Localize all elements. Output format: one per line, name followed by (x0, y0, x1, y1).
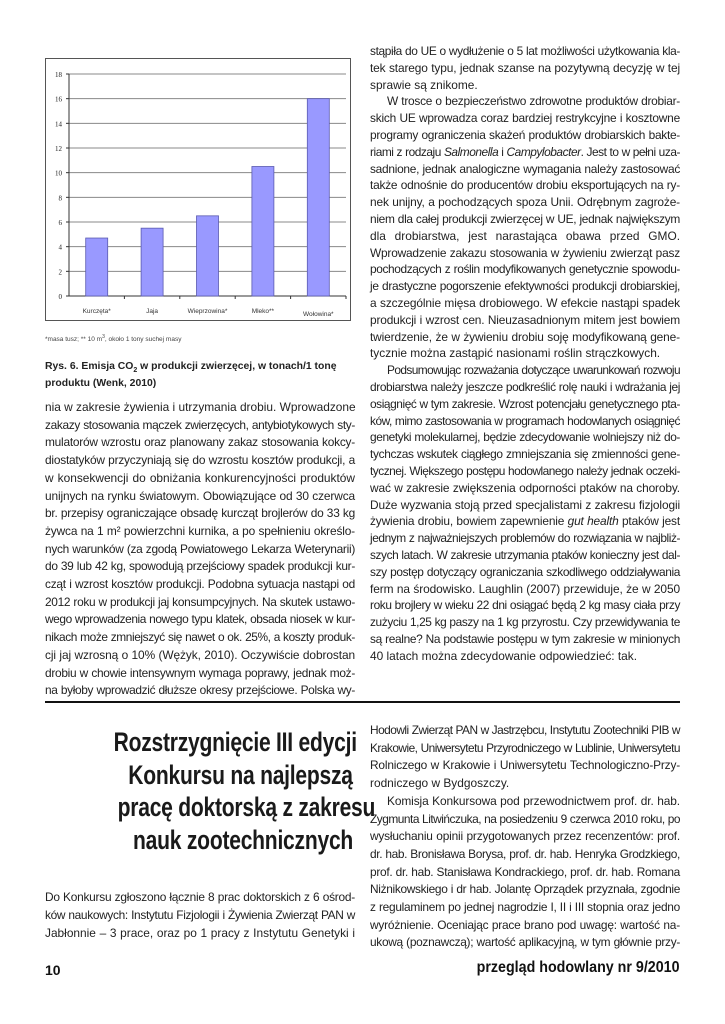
caption-text: Rys. 6. Emisja CO (45, 361, 134, 372)
text-line: cji jaj wzrosną o 10% (Wężyk, 2010). Oczywiście dobrostan (45, 647, 355, 662)
text-line: z regulaminem po jednej nagrodzie I, II i III stopnia oraz jedno (370, 900, 680, 915)
text-line: mulatorów wzrostu oraz planowany zakaz stosowania kokcy- (45, 435, 355, 450)
text-line: Wprowadzenie zakazu stosowania w żywieniu zwierząt pasz (370, 245, 680, 260)
text-line: Krakowie, Uniwersytetu Przyrodniczego w Lublinie, Uniwersytetu (370, 740, 680, 755)
x-tick-label: Wołowina* (303, 311, 334, 318)
text-line: także odnośnie do producentów drobiu eksportujących na ry- (370, 178, 680, 193)
x-tick-label: Jaja (146, 308, 159, 315)
y-tick-label: 16 (55, 95, 62, 104)
text-line: nia w zakresie żywienia i utrzymania drobiu. Wprowadzone (45, 400, 356, 414)
text-line: Podsumowując rozważania dotyczące uwarunkowań rozwoju (387, 363, 680, 378)
y-tick-label: 0 (58, 293, 62, 301)
text-line: stąpiła do UE o wydłużenie o 5 lat możliwości użytkowania kla- (370, 44, 680, 58)
text-line: produkcji i wzrost cen. Nieuzasadnionym mitem jest bowiem (370, 312, 680, 327)
y-tick-label: 6 (58, 219, 62, 227)
title-line: nauk zootechnicznych (132, 824, 353, 855)
text-line: nych warunków (za zgodą Powiatowego Lekarza Weterynarii) (45, 541, 355, 556)
bar (141, 228, 163, 296)
chart-footnote (45, 334, 181, 343)
bar-chart (45, 58, 351, 321)
footnote-text: *masa tusz; ** 10 m (45, 336, 103, 344)
text-line: riami z rodzaju Salmonella i Campylobacter. Jest to w pełni uza- (370, 144, 680, 159)
y-tick-label: 12 (55, 145, 62, 153)
right-column-text (370, 43, 680, 664)
text-line: Rolniczego w Krakowie i Uniwersytetu Technologiczno-Przy- (370, 758, 680, 773)
text-line: Komisja Konkursowa pod przewodnictwem prof. dr. hab. (387, 793, 680, 808)
bar (307, 99, 329, 296)
text-line: 40 latach można zdecydowanie odpowiedzieć: tak. (370, 648, 638, 663)
journal-title (459, 959, 680, 977)
bar (252, 167, 274, 297)
x-tick-label: Wieprzowina* (187, 308, 228, 315)
text-line: Jabłonnie – 3 prace, oraz po 1 pracy z Instytutu Genetyki i (45, 926, 355, 940)
text-line: Zygmunta Litwińczuka, na posiedzeniu 9 czerwca 2010 roku, po (370, 811, 680, 826)
text-line: genetyki molekularnej, będzie zdecydowanie wolniejszy niż do- (370, 430, 680, 445)
text-line: je drastyczne pogorszenie efektywności produkcji drobiarskiej, (370, 279, 680, 294)
text-line: Do Konkursu zgłoszono łącznie 8 prac doktorskich z 6 ośrod- (45, 890, 355, 904)
text-line: dr. hab. Bronisława Borysa, prof. dr. hab. Henryka Grodzkiego, (370, 846, 680, 861)
text-line: jednym z najważniejszych problemów do rozwiązania w najbliż- (370, 531, 680, 546)
y-tick-label: 8 (58, 194, 62, 203)
text-line: żywca na 1 m² powierzchni kurnika, a po spełnieniu określo- (45, 523, 355, 538)
text-line: tychczas wskutek ciągłego zmniejszania się zmienności gene- (370, 447, 680, 462)
caption-sub: 2 (133, 367, 138, 375)
title-line: Konkursu na najlepszą (128, 759, 353, 790)
caption-text-end: w produkcji zwierzęcej, w tonach/1 tonę produktu (Wenk, 2010) (45, 361, 337, 390)
text-line: wyróżnienie. Oceniając prace brano pod uwagę: wartość na- (370, 917, 680, 932)
text-line: prof. dr. hab. Stanisława Kondrackiego, prof. dr. hab. Romana (370, 864, 680, 879)
text-line: zużyciu 1,25 kg paszy na 1 kg przyrostu. Czy przewidywania te (370, 615, 680, 630)
text-line: żywienia drobiu, bowiem zapewnienie gut health ptaków jest (370, 514, 680, 529)
text-line: ukową (poznawczą); wartość aplikacyjną, w tym głównie przy- (370, 935, 680, 950)
text-line: sprawie są znikome. (370, 77, 478, 92)
x-tick-label: Kurczęta* (82, 308, 111, 315)
text-line: sadnione, jednak analogiczne wymagania należy zastosować (370, 161, 680, 176)
text-line: Hodowli Zwierząt PAN w Jastrzębcu, Instytutu Zootechniki PIB w (370, 723, 680, 737)
text-line: w konsekwencji do obniżania konkurencyjności produktów (45, 470, 355, 485)
article-right-text (370, 722, 680, 952)
text-line: pochodzących z roślin modyfikowanych genetycznie spowodu- (370, 262, 680, 277)
chart-svg (46, 59, 349, 319)
journal-title-text: przegląd hodowlany nr 9/2010 (477, 959, 680, 976)
bar (86, 238, 108, 296)
text-line: roku brojlery w wieku 22 dni osiągać będą 2 kg masy ciała przy (370, 598, 680, 613)
text-line: nikach może zmniejszyć się nawet o ok. 25%, a koszty produk- (45, 630, 355, 645)
title-line: pracę doktorską z zakresu (117, 792, 376, 822)
y-tick-label: 10 (55, 169, 62, 178)
text-line: tycznie można zastąpić nasionami roślin strączkowych. (370, 346, 661, 361)
text-line: wać w zakresie zwiększenia odporności ptaków na choroby. (370, 480, 680, 495)
text-line: skich UE wprowadza coraz bardziej restrykcyjne i kosztowne (370, 111, 680, 126)
text-line: a szczególnie mięsa drobiowego. W efekcie nastąpi spadek (370, 295, 680, 310)
x-tick-label: Mleko** (251, 308, 275, 315)
text-line: 2012 roku w produkcji jaj konsumpcyjnych. Na skutek ustawo- (45, 594, 355, 609)
text-line: cząt i wzrost kosztów produkcji. Podobna sytuacja nastąpi od (45, 577, 355, 592)
text-line: drobiarstwa należy jeszcze podkreślić rolę nauki i wdrażania jej (370, 379, 680, 394)
text-line: rodniczego w Bydgoszczy. (370, 776, 510, 791)
footnote-sup: 3 (102, 334, 105, 340)
italic-term: gut health (567, 514, 619, 529)
text-line: Duże wyzwania stoją przed specjalistami z zakresu fizjologii (370, 497, 680, 512)
text-line: do 39 lub 42 kg, spowodują przejściowy spadek produkcji kur- (45, 559, 355, 574)
text-line: tycznej. Większego postępu hodowlanego należy jednak oczeki- (370, 463, 680, 478)
text-line: zakazy stosowania mączek zwierzęcych, antybiotykowych sty- (45, 417, 355, 432)
figure-caption (45, 360, 357, 390)
text-line: unijnych na rynku światowym. Obowiązujące od 30 czerwca (45, 488, 355, 503)
y-tick-label: 4 (58, 243, 62, 252)
title-line: Rozstrzygnięcie III edycji (113, 727, 357, 757)
y-tick-label: 14 (55, 120, 62, 129)
text-line: tek starego typu, jednak szanse na pozytywną decyzję w tej (370, 60, 680, 75)
text-line: na byłoby wprowadzić dłuższe okresy przejściowe. Polska wy- (45, 683, 355, 698)
left-column-text (45, 399, 355, 700)
text-line: wysłuchaniu opinii przygotowanych przez recenzentów: prof. (370, 829, 680, 844)
text-line: nek unijny, a pochodzących spoza Unii. Odrębnym zagroże- (370, 195, 680, 210)
text-line: Niżnikowskiego i dr hab. Jolantę Oprządek przyznała, zgodnie (370, 882, 680, 897)
section-divider (45, 701, 680, 703)
text-line: ków naukowych: Instytutu Fizjologii i Żywienia Zwierząt PAN w (45, 908, 355, 922)
y-tick-label: 18 (55, 71, 62, 79)
article-title (45, 726, 376, 856)
text-line: diostatyków przyczyniają się do wzrostu kosztów produkcji, a (45, 453, 355, 468)
text-line: dla drobiarstwa, jest narastająca obawa przed GMO. (370, 228, 680, 243)
text-line: wego wprowadzenia nowego typu klatek, obsada niosek w kur- (45, 612, 355, 627)
italic-term: Campylobacter (506, 144, 581, 159)
text-line: szy postęp dotyczący ograniczania szkodliwego oddziaływania (370, 564, 680, 579)
italic-term: Salmonella (443, 144, 499, 159)
text-line: W trosce o bezpieczeństwo zdrowotne produktów drobiar- (387, 94, 680, 109)
text-line: br. przepisy ograniczające obsadę kurcząt brojlerów do 33 kg (45, 506, 355, 521)
text-line: drobiu w chowie intensywnym wymaga poprawy, jednak moż- (45, 665, 355, 680)
footnote-text-end: , około 1 tony suchej masy (104, 336, 182, 344)
text-line: ków, mimo zastosowania w programach hodowlanych osiągnięć (370, 413, 680, 428)
page-number: 10 (45, 962, 61, 978)
text-line: niem dla całej produkcji zwierzęcej w UE, jednak największym (370, 211, 680, 226)
article-left-text (45, 888, 355, 942)
text-line: szych latach. W zakresie utrzymania ptaków konieczny jest dal- (370, 547, 680, 562)
bar (197, 216, 219, 296)
text-line: osiągnięć w tym zakresie. Wzrost potencjału genetycznego pta- (370, 396, 680, 411)
text-line: twierdzenie, że w żywieniu drobiu soję modyfikowaną gene- (370, 329, 680, 344)
text-line: programy ograniczenia skażeń produktów drobiarskich bakte- (370, 127, 680, 142)
y-tick-label: 2 (58, 268, 62, 277)
text-line: ferm na środowisko. Laughlin (2007) przewiduje, że w 2050 (370, 581, 680, 596)
text-line: są realne? Na podstawie postępu w tym zakresie w minionych (370, 631, 680, 646)
